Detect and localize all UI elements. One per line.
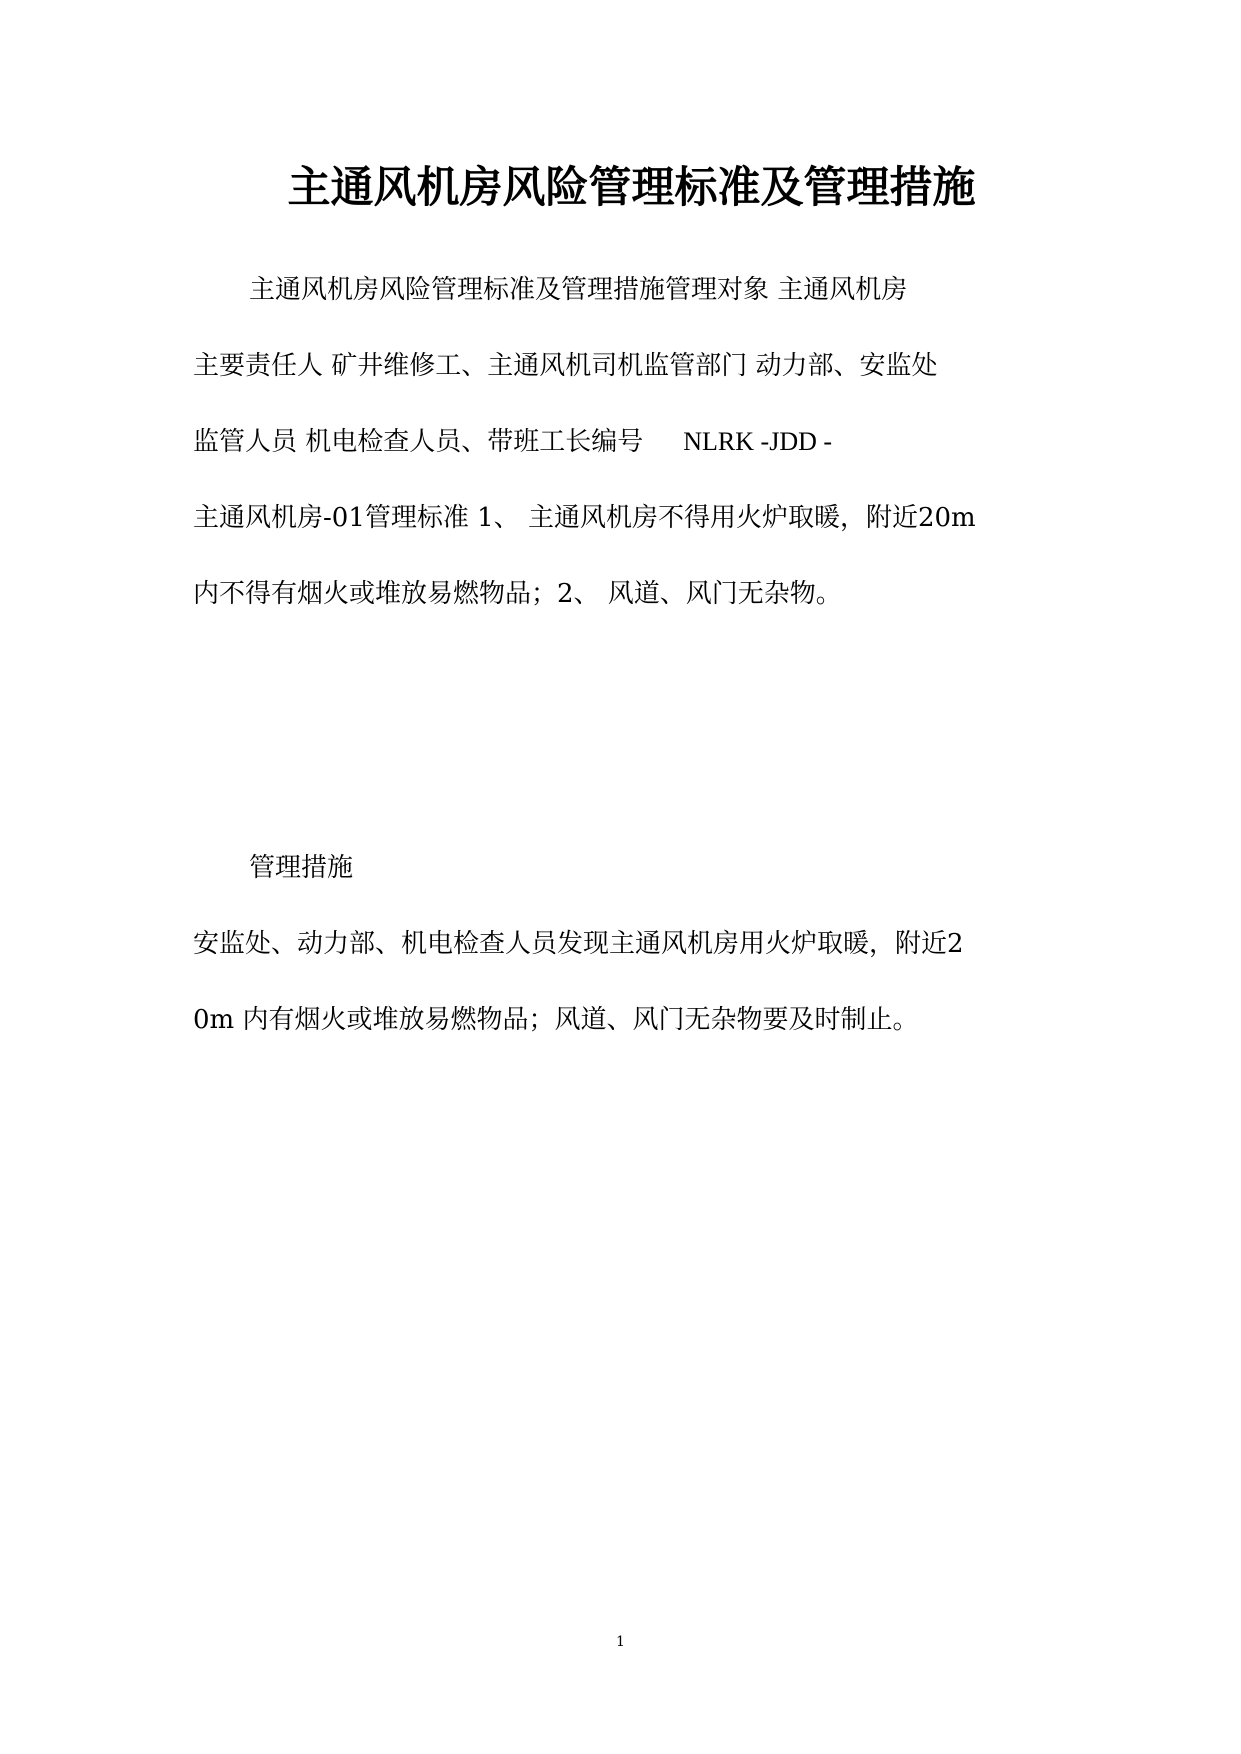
measures-line: 安监处、动力部、机电检查人员发现主通风机房用火炉取暖，附近2 [193, 929, 964, 959]
page-number: 1 [616, 1634, 625, 1650]
paragraph-line-text: 监管人员 机电检查人员、带班工长编号 [193, 427, 644, 457]
paragraph-line: 主要责任人 矿井维修工、主通风机司机监管部门 动力部、安监处 [193, 351, 938, 381]
paragraph-line [193, 422, 832, 462]
measures-line: 0m 内有烟火或堆放易燃物品；风道、风门无杂物要及时制止。 [193, 1005, 919, 1035]
paragraph-line: 主通风机房风险管理标准及管理措施管理对象 主通风机房 [249, 275, 908, 305]
document-title: 主通风机房风险管理标准及管理措施 [287, 163, 976, 213]
paragraph-line: 内不得有烟火或堆放易燃物品；2、 风道、风门无杂物。 [193, 579, 842, 609]
paragraph-line: 主通风机房-01管理标准 1、 主通风机房不得用火炉取暖，附近20m [193, 503, 976, 533]
section-heading: 管理措施 [249, 853, 354, 883]
document-code: NLRK -JDD - [683, 427, 833, 456]
